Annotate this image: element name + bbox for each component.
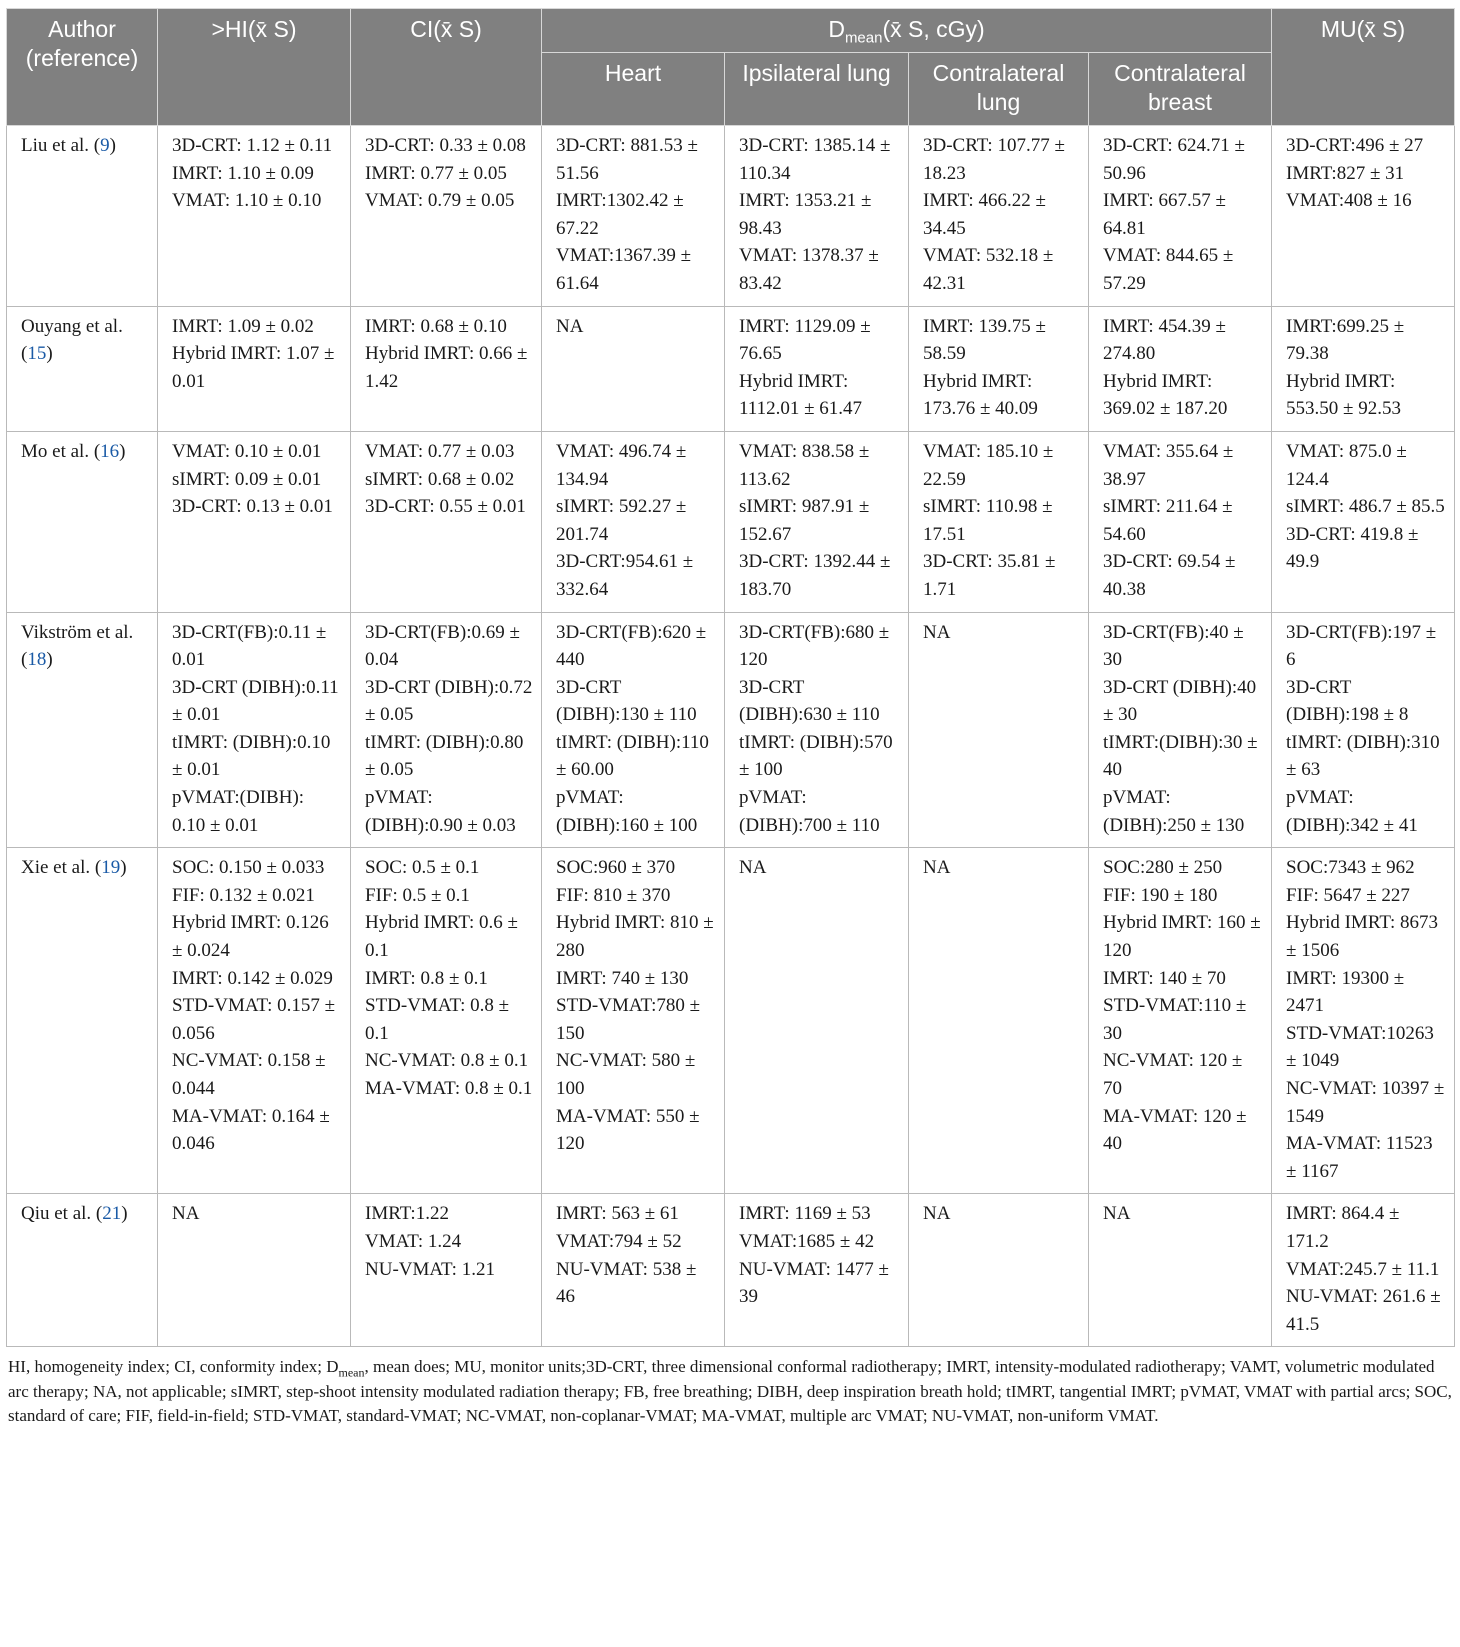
cell-contralateral-lung: VMAT: 185.10 ± 22.59 sIMRT: 110.98 ± 17.51 3D-CRT: 35.81 ± 1.71	[909, 431, 1089, 612]
cell-contralateral-breast: IMRT: 454.39 ± 274.80 Hybrid IMRT: 369.02 ± 187.20	[1089, 306, 1272, 431]
author-name: Mo et al. (	[21, 440, 101, 462]
table-header	[7, 9, 1455, 126]
footnote-sub: mean	[338, 1365, 365, 1380]
cell-ci: IMRT:1.22 VMAT: 1.24 NU-VMAT: 1.21	[351, 1194, 542, 1347]
table-row	[7, 612, 1455, 848]
table-row	[7, 431, 1455, 612]
author-name: Vikström et al. (	[21, 621, 139, 671]
cell-contralateral-breast: NA	[1089, 1194, 1272, 1347]
table-container	[6, 8, 1454, 1429]
cell-contralateral-breast: SOC:280 ± 250 FIF: 190 ± 180 Hybrid IMRT: 160 ± 120 IMRT: 140 ± 70 STD-VMAT:110 ± 30 NC-VMAT: 120 ± 70 MA-VMAT: 120 ± 40	[1089, 848, 1272, 1194]
cell-heart: 3D-CRT: 881.53 ± 51.56 IMRT:1302.42 ± 67.22 VMAT:1367.39 ± 61.64	[542, 126, 725, 307]
header-dmean-d: D	[828, 16, 845, 42]
cell-author	[7, 848, 158, 1194]
author-close: )	[121, 1203, 128, 1225]
header-mu: MU(x̄ S)	[1272, 9, 1455, 126]
footnote-part1: HI, homogeneity index; CI, conformity index; D	[8, 1357, 339, 1377]
footnote-part2: , mean does; MU, monitor units;3D-CRT, three dimensional conformal radiotherapy; IMRT, intensity-modulated radiotherapy; VAMT, volumetric modulated arc therapy; NA, not applicable; sIMRT, step-shoot intensity modulated radiation therapy; FB, free breathing; DIBH, deep inspiration breath hold; tIMRT, tangential IMRT; pVMAT, VMAT with partial arcs; SOC, standard of care; FIF, field-in-field; STD-VMAT, standard-VMAT; NC-VMAT, non-coplanar-VMAT; MA-VMAT, multiple arc VMAT; NU-VMAT, non-uniform VMAT.	[8, 1357, 1452, 1426]
reference-link[interactable]: 18	[27, 649, 47, 671]
cell-mu: 3D-CRT(FB):197 ± 6 3D-CRT (DIBH):198 ± 8 tIMRT: (DIBH):310 ± 63 pVMAT: (DIBH):342 ± 41	[1272, 612, 1455, 848]
cell-contralateral-breast: VMAT: 355.64 ± 38.97 sIMRT: 211.64 ± 54.60 3D-CRT: 69.54 ± 40.38	[1089, 431, 1272, 612]
cell-heart: VMAT: 496.74 ± 134.94 sIMRT: 592.27 ± 201.74 3D-CRT:954.61 ± 332.64	[542, 431, 725, 612]
cell-ci: VMAT: 0.77 ± 0.03 sIMRT: 0.68 ± 0.02 3D-CRT: 0.55 ± 0.01	[351, 431, 542, 612]
cell-contralateral-lung: IMRT: 139.75 ± 58.59 Hybrid IMRT: 173.76 ± 40.09	[909, 306, 1089, 431]
cell-ipsilateral-lung: IMRT: 1169 ± 53 VMAT:1685 ± 42 NU-VMAT: 1477 ± 39	[725, 1194, 909, 1347]
cell-contralateral-lung: NA	[909, 848, 1089, 1194]
cell-author	[7, 306, 158, 431]
header-contralateral-breast: Contralateral breast	[1089, 53, 1272, 126]
cell-hi: VMAT: 0.10 ± 0.01 sIMRT: 0.09 ± 0.01 3D-CRT: 0.13 ± 0.01	[158, 431, 351, 612]
table-body	[7, 126, 1455, 1347]
cell-contralateral-breast: 3D-CRT: 624.71 ± 50.96 IMRT: 667.57 ± 64.81 VMAT: 844.65 ± 57.29	[1089, 126, 1272, 307]
reference-link[interactable]: 19	[101, 857, 121, 879]
reference-link[interactable]: 16	[100, 440, 120, 462]
cell-mu: IMRT: 864.4 ± 171.2 VMAT:245.7 ± 11.1 NU-VMAT: 261.6 ± 41.5	[1272, 1194, 1455, 1347]
cell-contralateral-lung: 3D-CRT: 107.77 ± 18.23 IMRT: 466.22 ± 34.45 VMAT: 532.18 ± 42.31	[909, 126, 1089, 307]
cell-heart: NA	[542, 306, 725, 431]
cell-mu: VMAT: 875.0 ± 124.4 sIMRT: 486.7 ± 85.5 3D-CRT: 419.8 ± 49.9	[1272, 431, 1455, 612]
cell-author	[7, 1194, 158, 1347]
cell-hi: SOC: 0.150 ± 0.033 FIF: 0.132 ± 0.021 Hybrid IMRT: 0.126 ± 0.024 IMRT: 0.142 ± 0.029 STD-VMAT: 0.157 ± 0.056 NC-VMAT: 0.158 ± 0.044 MA-VMAT: 0.164 ± 0.046	[158, 848, 351, 1194]
cell-ipsilateral-lung: NA	[725, 848, 909, 1194]
cell-contralateral-breast: 3D-CRT(FB):40 ± 30 3D-CRT (DIBH):40 ± 30 tIMRT:(DIBH):30 ± 40 pVMAT: (DIBH):250 ± 130	[1089, 612, 1272, 848]
table-row	[7, 306, 1455, 431]
cell-contralateral-lung: NA	[909, 612, 1089, 848]
reference-link[interactable]: 9	[100, 135, 110, 156]
table-footnote	[6, 1355, 1454, 1429]
author-close: )	[119, 440, 126, 462]
author-close: )	[46, 343, 53, 365]
table-row	[7, 1194, 1455, 1347]
cell-ci: 3D-CRT: 0.33 ± 0.08 IMRT: 0.77 ± 0.05 VMAT: 0.79 ± 0.05	[351, 126, 542, 307]
comparison-table	[6, 8, 1455, 1347]
author-close: )	[109, 135, 116, 156]
header-contralateral-lung: Contralateral lung	[909, 53, 1089, 126]
reference-link[interactable]: 15	[27, 343, 47, 365]
cell-mu: IMRT:699.25 ± 79.38 Hybrid IMRT: 553.50 ± 92.53	[1272, 306, 1455, 431]
cell-heart: 3D-CRT(FB):620 ± 440 3D-CRT (DIBH):130 ± 110 tIMRT: (DIBH):110 ± 60.00 pVMAT: (DIBH):160 ± 100	[542, 612, 725, 848]
cell-author	[7, 431, 158, 612]
cell-ipsilateral-lung: VMAT: 838.58 ± 113.62 sIMRT: 987.91 ± 152.67 3D-CRT: 1392.44 ± 183.70	[725, 431, 909, 612]
cell-hi: 3D-CRT: 1.12 ± 0.11 IMRT: 1.10 ± 0.09 VMAT: 1.10 ± 0.10	[158, 126, 351, 307]
cell-hi: NA	[158, 1194, 351, 1347]
cell-ipsilateral-lung: IMRT: 1129.09 ± 76.65 Hybrid IMRT: 1112.01 ± 61.47	[725, 306, 909, 431]
cell-mu: SOC:7343 ± 962 FIF: 5647 ± 227 Hybrid IMRT: 8673 ± 1506 IMRT: 19300 ± 2471 STD-VMAT:10263 ± 1049 NC-VMAT: 10397 ± 1549 MA-VMAT: 11523 ± 1167	[1272, 848, 1455, 1194]
reference-link[interactable]: 21	[102, 1203, 122, 1225]
header-heart: Heart	[542, 53, 725, 126]
cell-heart: SOC:960 ± 370 FIF: 810 ± 370 Hybrid IMRT: 810 ± 280 IMRT: 740 ± 130 STD-VMAT:780 ± 150 NC-VMAT: 580 ± 100 MA-VMAT: 550 ± 120	[542, 848, 725, 1194]
table-row	[7, 126, 1455, 307]
table-row	[7, 848, 1455, 1194]
header-dmean-sub: mean	[844, 29, 883, 47]
cell-hi: 3D-CRT(FB):0.11 ± 0.01 3D-CRT (DIBH):0.11 ± 0.01 tIMRT: (DIBH):0.10 ± 0.01 pVMAT:(DIBH): 0.10 ± 0.01	[158, 612, 351, 848]
header-hi: >HI(x̄ S)	[158, 9, 351, 126]
cell-ci: IMRT: 0.68 ± 0.10 Hybrid IMRT: 0.66 ± 1.42	[351, 306, 542, 431]
header-author: Author (reference)	[7, 9, 158, 126]
author-name: Liu et al. (	[21, 135, 101, 156]
author-name: Ouyang et al. (	[21, 315, 128, 365]
cell-contralateral-lung: NA	[909, 1194, 1089, 1347]
cell-mu: 3D-CRT:496 ± 27 IMRT:827 ± 31 VMAT:408 ± 16	[1272, 126, 1455, 307]
cell-hi: IMRT: 1.09 ± 0.02 Hybrid IMRT: 1.07 ± 0.01	[158, 306, 351, 431]
cell-ci: 3D-CRT(FB):0.69 ± 0.04 3D-CRT (DIBH):0.72 ± 0.05 tIMRT: (DIBH):0.80 ± 0.05 pVMAT: (DIBH):0.90 ± 0.03	[351, 612, 542, 848]
cell-ipsilateral-lung: 3D-CRT(FB):680 ± 120 3D-CRT (DIBH):630 ± 110 tIMRT: (DIBH):570 ± 100 pVMAT: (DIBH):700 ± 110	[725, 612, 909, 848]
author-close: )	[120, 857, 127, 879]
author-close: )	[46, 649, 53, 671]
author-name: Xie et al. (	[21, 857, 102, 879]
header-dmean-rest: (x̄ S, cGy)	[882, 16, 985, 42]
cell-author	[7, 612, 158, 848]
cell-author	[7, 126, 158, 307]
cell-heart: IMRT: 563 ± 61 VMAT:794 ± 52 NU-VMAT: 538 ± 46	[542, 1194, 725, 1347]
header-ci: CI(x̄ S)	[351, 9, 542, 126]
header-dmean	[542, 9, 1272, 53]
cell-ci: SOC: 0.5 ± 0.1 FIF: 0.5 ± 0.1 Hybrid IMRT: 0.6 ± 0.1 IMRT: 0.8 ± 0.1 STD-VMAT: 0.8 ± 0.1 NC-VMAT: 0.8 ± 0.1 MA-VMAT: 0.8 ± 0.1	[351, 848, 542, 1194]
author-name: Qiu et al. (	[21, 1203, 103, 1225]
cell-ipsilateral-lung: 3D-CRT: 1385.14 ± 110.34 IMRT: 1353.21 ± 98.43 VMAT: 1378.37 ± 83.42	[725, 126, 909, 307]
header-ipsilateral-lung: Ipsilateral lung	[725, 53, 909, 126]
